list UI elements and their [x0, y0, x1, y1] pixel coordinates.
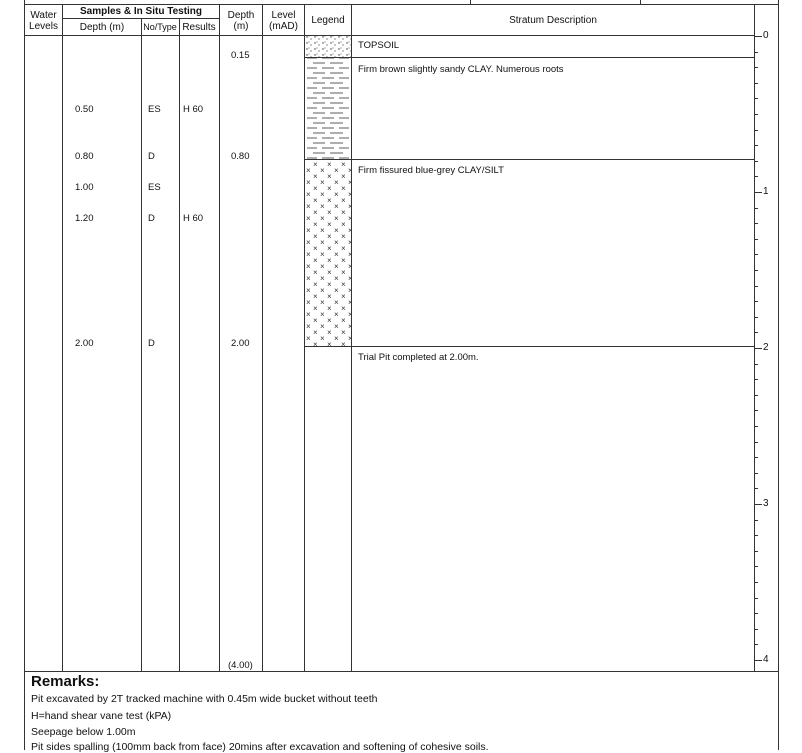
sample-type: D: [148, 151, 155, 162]
scale-tick: [754, 161, 758, 162]
col-header-depth: Depth (m): [79, 22, 125, 33]
col-header-notype: No/Type: [143, 22, 177, 32]
scale-tick: [754, 332, 758, 333]
col-line-water: [62, 4, 63, 671]
sample-type: D: [148, 213, 155, 224]
scale-tick: [754, 504, 762, 505]
scale-tick: [754, 52, 758, 53]
col-line-level: [262, 4, 263, 671]
samples-title: Samples & In Situ Testing: [79, 6, 203, 17]
frame-left: [24, 0, 25, 750]
scale-tick: [754, 426, 758, 427]
scale-tick: [754, 145, 758, 146]
stratum-depth: 0.15: [231, 50, 250, 61]
scale-tick: [754, 488, 758, 489]
scale-tick: [754, 551, 758, 552]
scale-tick: [754, 520, 758, 521]
header-bottom-line: [24, 35, 754, 36]
scale-tick: [754, 270, 758, 271]
remark-line: Pit sides spalling (100mm back from face) 20mins after excavation and softening of cohesive soils.: [31, 741, 489, 753]
scale-tick: [754, 83, 758, 84]
samples-subheader-line: [62, 18, 219, 19]
scale-tick: [754, 254, 758, 255]
stratum-boundary: [304, 57, 754, 58]
header-top-line: [24, 4, 779, 5]
remark-line: H=hand shear vane test (kPA): [31, 710, 172, 722]
scale-tick: [754, 457, 758, 458]
col-header-level: Level (mAD): [269, 10, 298, 32]
legend-topsoil: [305, 35, 351, 57]
scale-tick: [754, 379, 758, 380]
sample-result: H 60: [183, 213, 204, 224]
sample-depth: 0.80: [75, 151, 94, 162]
scale-tick: [754, 286, 758, 287]
scale-label: 3: [763, 498, 769, 509]
scale-tick: [754, 208, 758, 209]
scale-label: 2: [763, 342, 769, 353]
scale-tick: [754, 364, 758, 365]
sample-depth: 0.50: [75, 104, 94, 115]
stratum-description: Firm fissured blue-grey CLAY/SILT: [358, 165, 504, 176]
scale-tick: [754, 598, 758, 599]
scale-tick: [754, 36, 762, 37]
sample-depth: 1.20: [75, 213, 94, 224]
scale-label: 0: [763, 30, 769, 41]
scale-tick: [754, 98, 758, 99]
scale-tick: [754, 410, 758, 411]
header-divider-a: [470, 0, 471, 5]
col-header-legend: Legend: [311, 15, 345, 26]
scale-tick: [754, 535, 758, 536]
sample-type: D: [148, 338, 155, 349]
remark-line: Pit excavated by 2T tracked machine with 0.45m wide bucket without teeth: [31, 693, 378, 705]
scale-label: 4: [763, 654, 769, 665]
scale-tick: [754, 582, 758, 583]
scale-tick: [754, 644, 758, 645]
scale-tick: [754, 473, 758, 474]
frame-right: [778, 0, 779, 750]
scale-tick: [754, 301, 758, 302]
sample-result: H 60: [183, 104, 204, 115]
scale-tick: [754, 239, 758, 240]
scale-tick: [754, 176, 758, 177]
col-line-results: [179, 18, 180, 671]
scale-tick: [754, 566, 758, 567]
sample-type: ES: [148, 104, 161, 115]
body-bottom-line: [24, 671, 779, 672]
scale-tick: [754, 629, 758, 630]
scale-tick: [754, 67, 758, 68]
scale-tick: [754, 395, 758, 396]
col-line-legend-right: [351, 4, 352, 671]
sample-type: ES: [148, 182, 161, 193]
stratum-depth: 2.00: [231, 338, 250, 349]
scale-tick: [754, 114, 758, 115]
remarks-title: Remarks:: [31, 673, 100, 690]
stratum-depth: 0.80: [231, 151, 250, 162]
scale-tick: [754, 442, 758, 443]
scale-tick: [754, 660, 762, 661]
legend-patterns: [305, 35, 351, 347]
scale-tick: [754, 130, 758, 131]
legend-clay: [305, 58, 351, 159]
col-line-depth: [219, 4, 220, 671]
stratum-boundary: [304, 346, 754, 347]
scale-tick: [754, 613, 758, 614]
header-divider-b: [640, 0, 641, 5]
stratum-boundary: [304, 159, 754, 160]
stratum-description: TOPSOIL: [358, 40, 400, 51]
stratum-description: Trial Pit completed at 2.00m.: [358, 352, 479, 363]
legend-silt: [305, 160, 351, 346]
col-header-results: Results: [182, 22, 216, 33]
sample-depth: 1.00: [75, 182, 94, 193]
col-line-notype: [141, 18, 142, 671]
scale-tick: [754, 348, 762, 349]
col-line-scale: [754, 4, 755, 671]
sample-depth: 2.00: [75, 338, 94, 349]
col-header-stratum: Stratum Description: [509, 15, 597, 26]
stratum-depth: (4.00): [228, 660, 253, 671]
remark-line: Seepage below 1.00m: [31, 726, 136, 738]
stratum-description: Firm brown slightly sandy CLAY. Numerous roots: [358, 64, 564, 75]
water-levels-header: Water Levels: [29, 10, 58, 32]
scale-tick: [754, 192, 762, 193]
scale-label: 1: [763, 186, 769, 197]
scale-tick: [754, 223, 758, 224]
scale-tick: [754, 317, 758, 318]
col-header-depth2: Depth (m): [227, 10, 255, 32]
